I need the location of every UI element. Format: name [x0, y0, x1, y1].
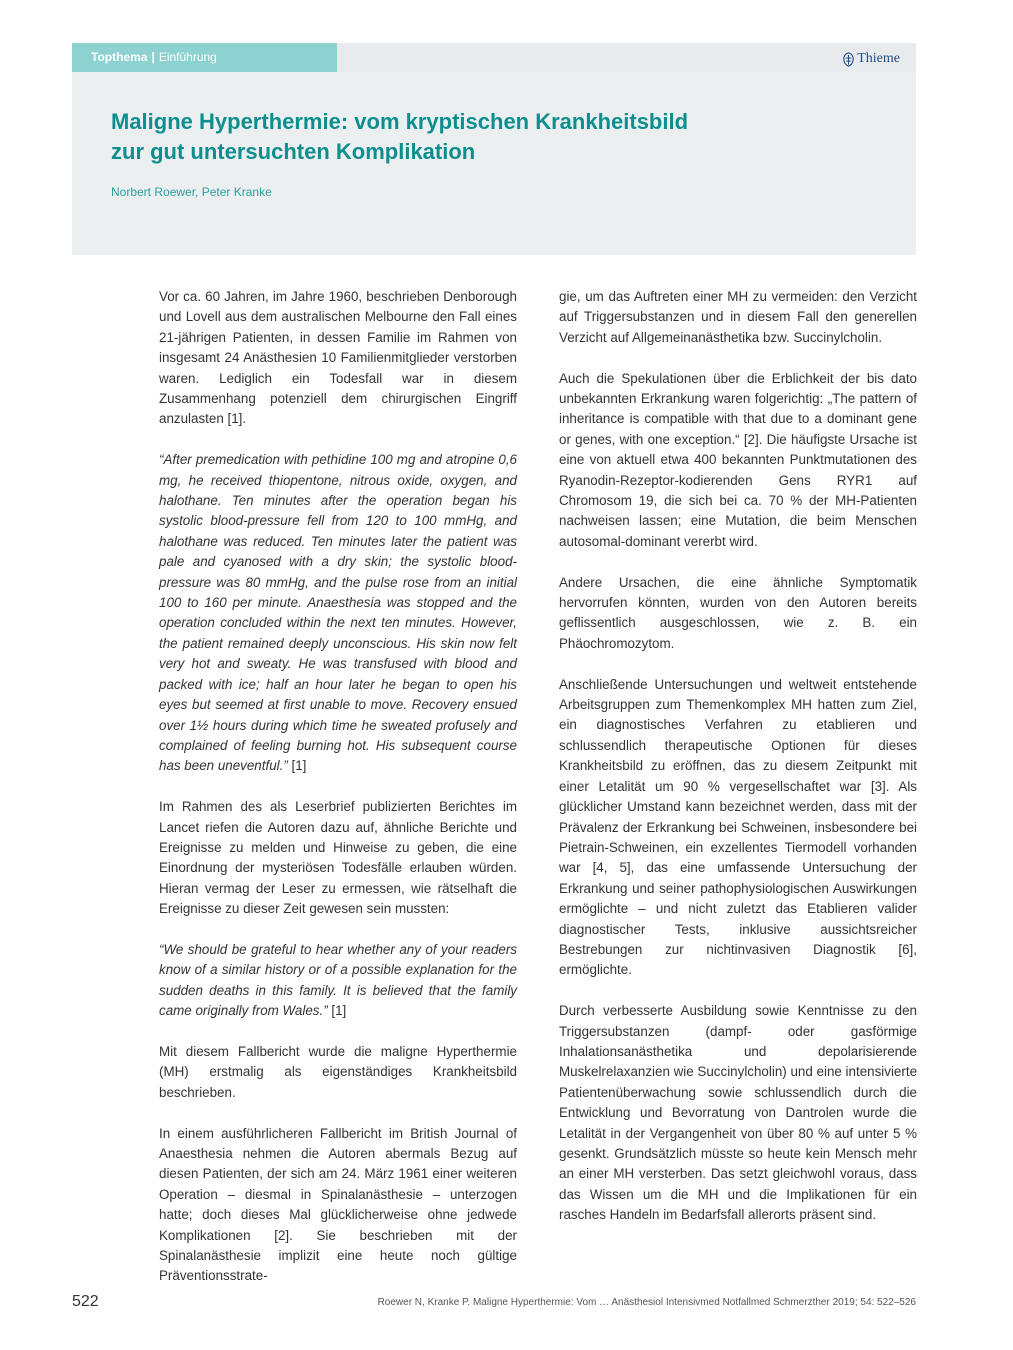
quote-reference: [1] — [287, 758, 307, 774]
publisher-logo — [842, 51, 900, 67]
paragraph: Durch verbesserte Ausbildung sowie Kenntnisse zu den Triggersubstanzen (dampf- oder gasförmige Inhalationsanästhetika und depolarisierende Muskelrelaxanzien wie Succinylcholin) und eine intensivierte Patientenüberwachung sowie schlussendlich durch die Entwicklung und Bevorratung von Dantrolen wurde die Letalität in der Vergangenheit von über 80 % auf unter 5 % gesenkt. Grundsätzlich müsste so heute kein Mensch mehr an einer MH versterben. Das setzt gleichwohl voraus, dass das Wissen um die MH und die Implikationen für ein rasches Handeln im Bedarfsfall allerorts präsent sind. — [559, 1003, 918, 1223]
paragraph: Im Rahmen des als Leserbrief publizierten Berichtes im Lancet riefen die Autoren dazu auf, ähnliche Berichte und Ereignisse zu melden und Hinweise zu geben, die eine Einordnung der mysteriösen Todesfälle erlauben würden. Hieran vermag der Leser zu ermessen, wie rätselhaft die Ereignisse zu dieser Zeit gewesen sein mussten: — [159, 799, 517, 917]
quote-paragraph — [159, 940, 517, 1022]
thieme-logo-icon — [842, 52, 855, 67]
paragraph: Anschließende Untersuchungen und weltweit entstehende Arbeitsgruppen zum Themenkomplex MH hatten zum Ziel, ein diagnostisches Verfahren zu etablieren und schlussendlich therapeutische Optionen für dieses Krankheitsbild zu eröffnen, das zu diesem Zeitpunkt mit einer Letalität um 90 % vergesellschaftet war [3]. Als glücklicher Umstand kann bezeichnet werden, dass mit der Prävalenz der Erkrankung bei Schweinen, insbesondere bei Pietrain-Schweinen, ein exzellentes Tiermodell vorhanden war [4, 5], das eine umfassende Untersuchung der Erkrankung und seiner pathophysiologischen Auswirkungen ermöglichte – und nicht zuletzt das Etablieren valider diagnostischer Tests, inklusive aussichtsreicher Bestrebungen zur nichtinvasiven Diagnostik [6], ermöglichte. — [559, 676, 917, 978]
title-block — [72, 72, 916, 255]
section-tag — [72, 43, 337, 72]
quote-text: “We should be grateful to hear whether any of your readers know of a similar history or of a possible explanation for the sudden deaths in this family. It is believed that the family came originally from Wales.” — [159, 941, 517, 1019]
paragraph: In einem ausführlicheren Fallbericht im British Journal of Anaesthesia nehmen die Autoren abermals Bezug auf diesen Patienten, der sich am 24. März 1961 einer weiteren Operation – diesmal in Spinalanästhesie – unterzogen hatte; doch dieses Mal glücklicherweise ohne jedwede Komplikationen [2]. Sie beschrieben mit der Spinalanästhesie implizit eine heute noch gültige Präventionsstrate- — [159, 1125, 517, 1284]
paragraph: Auch die Spekulationen über die Erblichkeit der bis dato unbekannten Erkrankung waren folgerichtig: „The pattern of inheritance is compatible with that due to a dominant gene or genes, with one exception.“ [2]. Die häufigste Ursache ist eine von aktuell etwa 400 bekannten Punktmutationen des Ryanodin-Rezeptor-kodierenden Gens RYR1 auf Chromosom 19, die sich bei ca. 70 % der MH-Patienten nachweisen lassen; eine Mutation, die beim Menschen autosomal-dominant vererbt wird. — [559, 370, 917, 549]
right-column — [559, 287, 917, 1246]
paragraph: Mit diesem Fallbericht wurde die maligne Hyperthermie (MH) erstmalig als eigenständiges Krankheitsbild beschrieben. — [159, 1043, 517, 1100]
subsection-label: Einführung — [158, 50, 217, 64]
quote-text: “After premedication with pethidine 100 mg and atropine 0,6 mg, he received thiopentone, nitrous oxide, oxygen, and halothane. Ten minutes after the operation began his systolic blood-pressure fell from 120 to 100 mmHg, and halothane was reduced. Ten minutes later the patient was pale and cyanosed with a dry skin; the systolic blood-pressure was 80 mmHg, and the pulse rose from an initial 100 to 160 per minute. Anaesthesia was stopped and the operation concluded within the next ten minutes. However, the patient remained deeply unconscious. His skin now felt very hot and sweaty. He was transfused with blood and packed with ice; half an hour later he began to open his eyes but seemed at first unable to move. Recovery ensued over 1½ hours during which time he sweated profusely and complained of feeling burning hot. His subsequent course has been uneventful.” — [159, 452, 517, 774]
footer-citation: Roewer N, Kranke P. Maligne Hyperthermie: Vom … Anästhesiol Intensivmed Notfallmed Schmerzther 2019; 54: 522–526 — [377, 1297, 916, 1308]
left-column — [159, 287, 517, 1307]
section-label: Topthema — [91, 50, 148, 64]
paragraph: Andere Ursachen, die eine ähnliche Symptomatik hervorrufen könnten, wurden von den Autoren bereits geflissentlich ausgeschlossen, wie z. B. ein Phäochromozytom. — [559, 574, 917, 651]
article-title — [111, 107, 811, 167]
article-title-line-1: Maligne Hyperthermie: vom kryptischen Krankheitsbild — [111, 109, 689, 134]
page-number: 522 — [72, 1293, 99, 1310]
quote-reference: [1] — [327, 1003, 347, 1019]
quote-paragraph — [159, 450, 517, 777]
paragraph: Vor ca. 60 Jahren, im Jahre 1960, beschrieben Denborough und Lovell aus dem australischen Melbourne den Fall eines 21-jährigen Patienten, in dessen Familie im Rahmen von insgesamt 24 Anästhesien 10 Familienmitglieder verstorben waren. Lediglich ein Todesfall war in diesem Zusammenhang potenziell dem chirurgischen Eingriff anzulasten [1]. — [159, 289, 517, 427]
paragraph: gie, um das Auftreten einer MH zu vermeiden: den Verzicht auf Triggersubstanzen und in diesem Fall den generellen Verzicht auf Allgemeinanästhetika bzw. Succinylcholin. — [559, 289, 917, 345]
article-authors: Norbert Roewer, Peter Kranke — [111, 185, 272, 199]
header-bar — [72, 43, 916, 72]
publisher-name: Thieme — [857, 51, 900, 66]
section-separator: | — [151, 50, 155, 64]
page-footer — [72, 1293, 916, 1313]
article-title-line-2: zur gut untersuchten Komplikation — [111, 139, 476, 164]
